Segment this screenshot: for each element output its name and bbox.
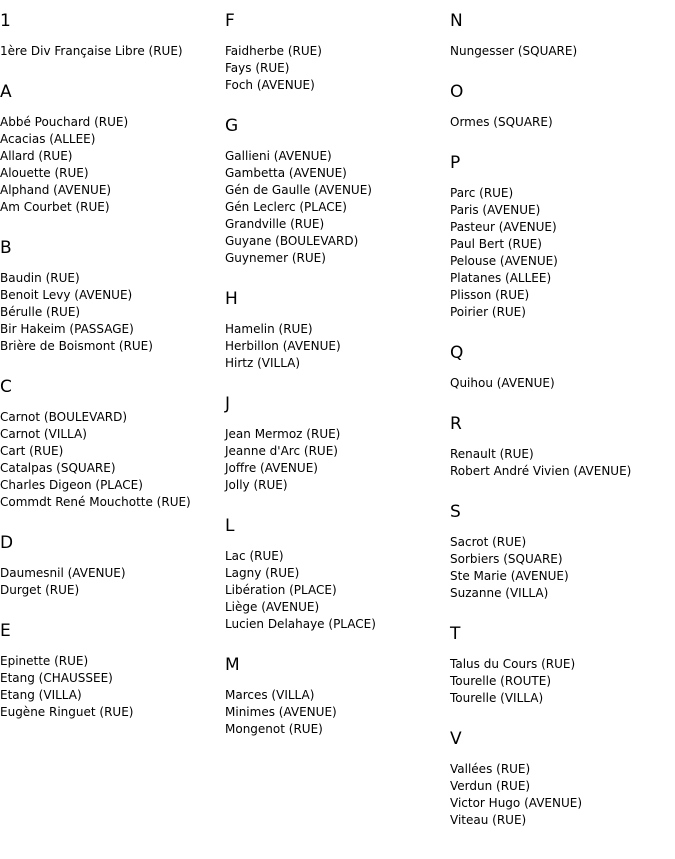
street-entry: Platanes (ALLEE): [450, 271, 552, 285]
street-entry: Benoit Levy (AVENUE): [0, 288, 133, 302]
letter-section: [225, 10, 445, 94]
street-entry: Herbillon (AVENUE): [225, 339, 341, 353]
street-entry: Abbé Pouchard (RUE): [0, 115, 129, 129]
street-entry: Pelouse (AVENUE): [450, 254, 558, 268]
street-entry: Joffre (AVENUE): [225, 461, 318, 475]
street-entry: Daumesnil (AVENUE): [0, 566, 126, 580]
section-letter-heading: D: [0, 533, 14, 553]
street-entry: Paris (AVENUE): [450, 203, 541, 217]
letter-section: [0, 10, 220, 60]
section-letter-heading: 1: [0, 11, 11, 31]
street-entry: Verdun (RUE): [450, 779, 531, 793]
street-entry: Am Courbet (RUE): [0, 200, 110, 214]
street-entry: Libération (PLACE): [225, 583, 337, 597]
index-column: [225, 10, 445, 759]
street-entry: Sorbiers (SQUARE): [450, 552, 563, 566]
letter-section: [225, 515, 445, 633]
street-entry: Allard (RUE): [0, 149, 73, 163]
street-entry: Lac (RUE): [225, 549, 284, 563]
street-entry: Guyane (BOULEVARD): [225, 234, 359, 248]
section-letter-heading: C: [0, 377, 12, 397]
street-entry: Sacrot (RUE): [450, 535, 527, 549]
street-entry: Lagny (RUE): [225, 566, 300, 580]
street-entry: Renault (RUE): [450, 447, 534, 461]
letter-section: [450, 623, 675, 707]
letter-section: [0, 532, 220, 599]
street-entry: Gallieni (AVENUE): [225, 149, 332, 163]
section-letter-heading: R: [450, 414, 462, 434]
street-entry: Ormes (SQUARE): [450, 115, 553, 129]
street-entry: Plisson (RUE): [450, 288, 530, 302]
street-entry: Nungesser (SQUARE): [450, 44, 578, 58]
street-entry: Gén de Gaulle (AVENUE): [225, 183, 372, 197]
section-letter-heading: G: [225, 116, 239, 136]
street-entry: Jolly (RUE): [225, 478, 288, 492]
letter-section: [450, 10, 675, 60]
letter-section: [450, 81, 675, 131]
section-letter-heading: E: [0, 621, 11, 641]
street-entry: Foch (AVENUE): [225, 78, 315, 92]
street-entry: Baudin (RUE): [0, 271, 80, 285]
street-entry: Gambetta (AVENUE): [225, 166, 347, 180]
section-letter-heading: T: [450, 624, 461, 644]
street-entry: Alphand (AVENUE): [0, 183, 112, 197]
street-entry: Fays (RUE): [225, 61, 290, 75]
section-letter-heading: N: [450, 11, 463, 31]
street-entry: Commdt René Mouchotte (RUE): [0, 495, 191, 509]
section-letter-heading: B: [0, 238, 12, 258]
section-letter-heading: A: [0, 82, 12, 102]
letter-section: [450, 342, 675, 392]
letter-section: [225, 115, 445, 267]
street-entry: Poirier (RUE): [450, 305, 526, 319]
street-entry: Jeanne d'Arc (RUE): [225, 444, 338, 458]
section-letter-heading: V: [450, 729, 462, 749]
street-entry: Alouette (RUE): [0, 166, 89, 180]
street-entry: 1ère Div Française Libre (RUE): [0, 44, 183, 58]
index-column: [0, 10, 220, 742]
letter-section: [225, 288, 445, 372]
street-entry: Catalpas (SQUARE): [0, 461, 116, 475]
index-column: [450, 10, 675, 850]
street-entry: Grandville (RUE): [225, 217, 325, 231]
street-entry: Jean Mermoz (RUE): [225, 427, 341, 441]
street-entry: Acacias (ALLEE): [0, 132, 96, 146]
street-entry: Etang (CHAUSSEE): [0, 671, 113, 685]
street-entry: Brière de Boismont (RUE): [0, 339, 153, 353]
street-entry: Mongenot (RUE): [225, 722, 323, 736]
street-entry: Vallées (RUE): [450, 762, 531, 776]
street-entry: Suzanne (VILLA): [450, 586, 549, 600]
letter-section: [450, 728, 675, 829]
letter-section: [450, 413, 675, 480]
street-entry: Eugène Ringuet (RUE): [0, 705, 134, 719]
street-entry: Durget (RUE): [0, 583, 80, 597]
street-entry: Viteau (RUE): [450, 813, 527, 827]
letter-section: [0, 376, 220, 511]
street-entry: Paul Bert (RUE): [450, 237, 542, 251]
street-entry: Faidherbe (RUE): [225, 44, 322, 58]
street-entry: Guynemer (RUE): [225, 251, 326, 265]
letter-section: [0, 620, 220, 721]
street-entry: Ste Marie (AVENUE): [450, 569, 569, 583]
street-entry: Epinette (RUE): [0, 654, 89, 668]
section-letter-heading: Q: [450, 343, 464, 363]
street-entry: Minimes (AVENUE): [225, 705, 337, 719]
street-entry: Marces (VILLA): [225, 688, 315, 702]
section-letter-heading: J: [225, 394, 231, 414]
letter-section: [0, 81, 220, 216]
street-entry: Etang (VILLA): [0, 688, 82, 702]
letter-section: [225, 654, 445, 738]
section-letter-heading: L: [225, 516, 235, 536]
street-entry: Carnot (BOULEVARD): [0, 410, 128, 424]
street-entry: Bir Hakeim (PASSAGE): [0, 322, 134, 336]
street-entry: Gén Leclerc (PLACE): [225, 200, 347, 214]
street-entry: Robert André Vivien (AVENUE): [450, 464, 632, 478]
section-letter-heading: S: [450, 502, 461, 522]
street-entry: Carnot (VILLA): [0, 427, 87, 441]
street-entry: Cart (RUE): [0, 444, 64, 458]
street-entry: Bérulle (RUE): [0, 305, 81, 319]
section-letter-heading: M: [225, 655, 240, 675]
street-entry: Parc (RUE): [450, 186, 514, 200]
street-entry: Tourelle (ROUTE): [450, 674, 551, 688]
section-letter-heading: F: [225, 11, 235, 31]
section-letter-heading: P: [450, 153, 461, 173]
street-entry: Liège (AVENUE): [225, 600, 320, 614]
section-letter-heading: O: [450, 82, 464, 102]
letter-section: [225, 393, 445, 494]
street-entry: Hirtz (VILLA): [225, 356, 301, 370]
letter-section: [0, 237, 220, 355]
street-entry: Talus du Cours (RUE): [450, 657, 576, 671]
street-entry: Quihou (AVENUE): [450, 376, 555, 390]
letter-section: [450, 501, 675, 602]
street-entry: Hamelin (RUE): [225, 322, 313, 336]
street-entry: Charles Digeon (PLACE): [0, 478, 143, 492]
street-entry: Pasteur (AVENUE): [450, 220, 557, 234]
letter-section: [450, 152, 675, 321]
section-letter-heading: H: [225, 289, 238, 309]
street-entry: Tourelle (VILLA): [450, 691, 544, 705]
street-entry: Victor Hugo (AVENUE): [450, 796, 583, 810]
street-entry: Lucien Delahaye (PLACE): [225, 617, 376, 631]
